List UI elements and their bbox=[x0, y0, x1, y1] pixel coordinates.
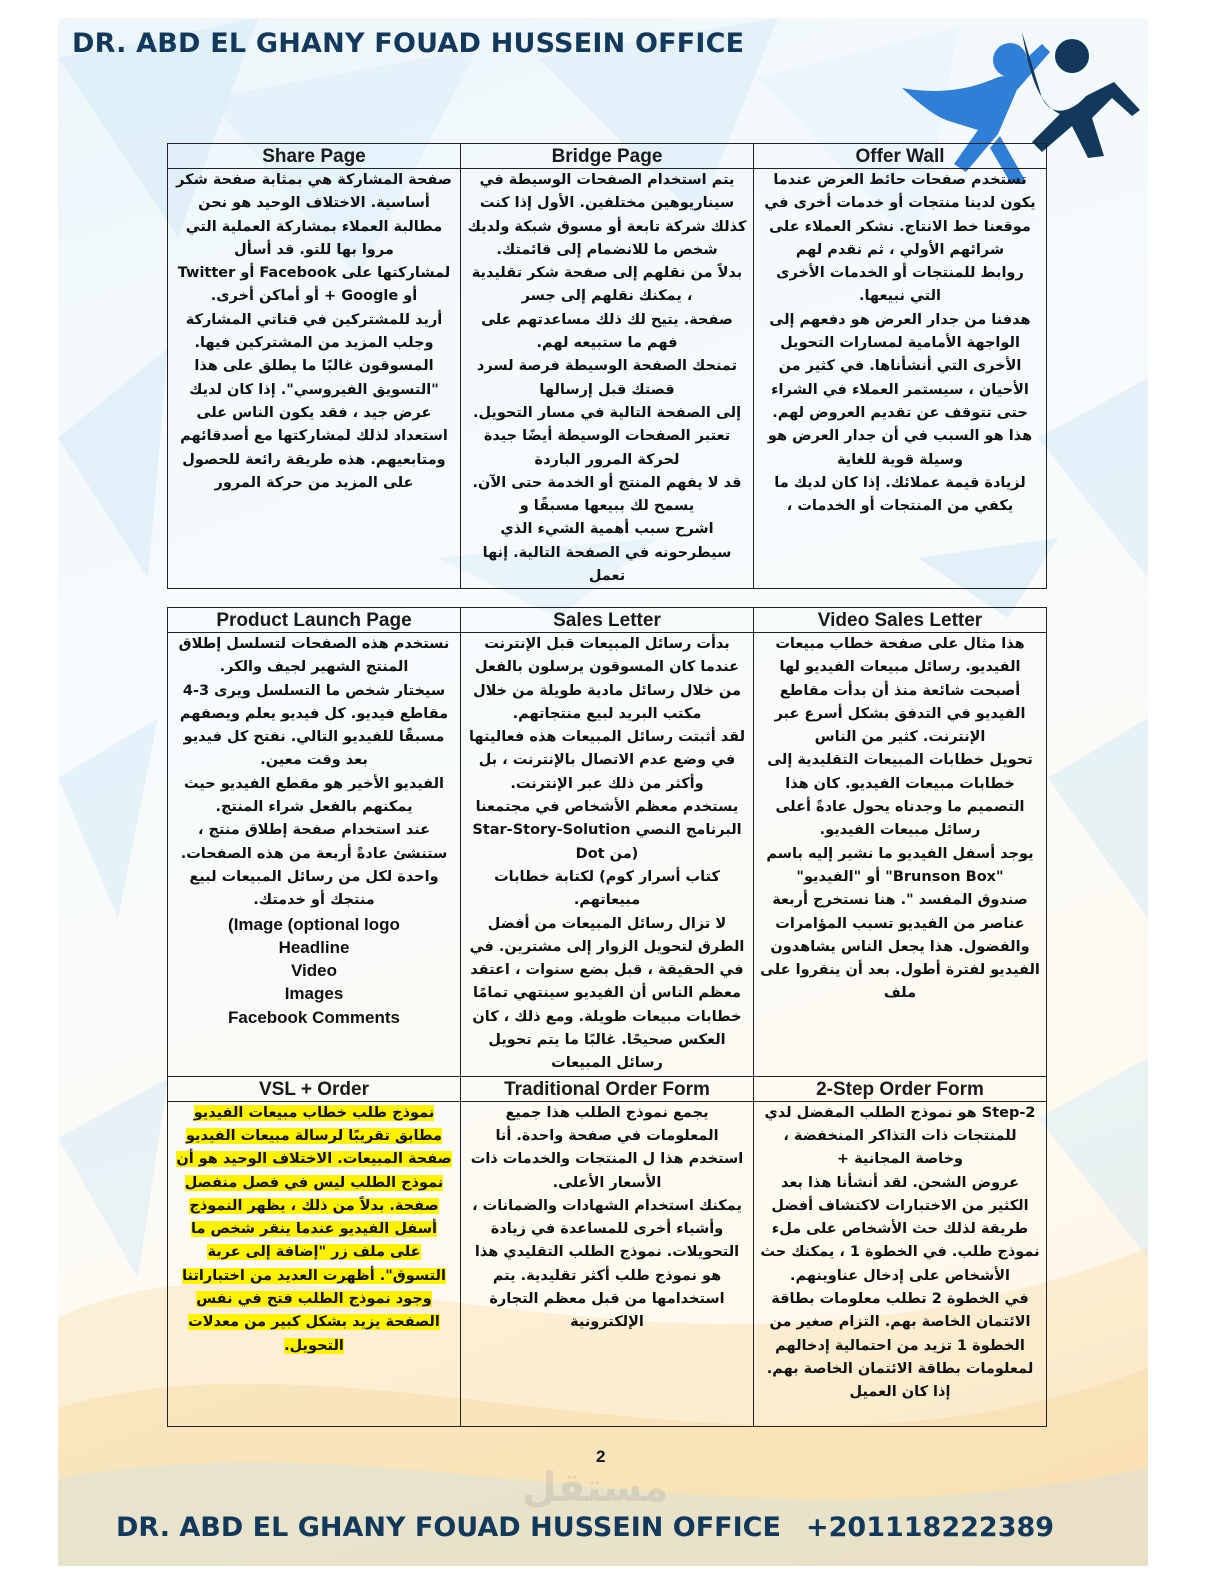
product-launch-cell bbox=[168, 633, 461, 1077]
bridge-page-text: إلى الصفحة التالية في مسار التحويل. bbox=[472, 404, 742, 421]
footer-title: DR. ABD EL GHANY FOUAD HUSSEIN OFFICE bbox=[116, 1512, 781, 1543]
header-offer-wall: Offer Wall bbox=[754, 144, 1047, 169]
2-step-order-form-text: Step-2 هو نموذج الطلب المفضل لدي للمنتجات ذات التذاكر المنخفضة ، وخاصة المجانية + bbox=[764, 1104, 1036, 1168]
product-launch-text: واحدة لكل من رسائل المبيعات لبيع منتجك أو خدمتك. bbox=[189, 868, 439, 909]
offer-wall-text: هدفنا من جدار العرض هو دفعهم إلى الواجهة الأمامية لمسارات التحويل الأخرى التي أنشأناها. في كثير من الأحيان ، سيستمر العملاء في الشراء حتى تتوقف عن تقديم العروض لهم. هذا هو السبب في أن جدار العرض هو وسيلة قوية للغاية bbox=[767, 311, 1033, 468]
bridge-page-text: قد لا يفهم المنتج أو الخدمة حتى الآن. bbox=[472, 474, 742, 491]
bridge-page-cell bbox=[461, 169, 754, 589]
video-sales-letter-text: يوجد أسفل الفيديو ما نشير إليه باسم "Brunson Box" أو "الفيديو" bbox=[766, 845, 1034, 885]
header-2-step-order-form: 2-Step Order Form bbox=[754, 1076, 1047, 1101]
bridge-page-text: صفحة. يتيح لك ذلك مساعدتهم على فهم ما ستبيعه لهم. bbox=[481, 311, 733, 352]
launch-element-item: Video bbox=[291, 961, 337, 981]
sales-letter-text: لقد أثبتت رسائل المبيعات هذه فعاليتها في وضع عدم الاتصال بالإنترنت ، بل وأكثر من ذلك عبر الإنترنت. bbox=[468, 729, 746, 792]
highlighted-text: نموذج طلب خطاب مبيعات الفيديو مطابق تقريبًا لرسالة مبيعات الفيديو bbox=[185, 1104, 443, 1144]
offer-wall-text: لزيادة قيمة عملائك. إذا كان لديك ما يكفي من المنتجات أو الخدمات ، bbox=[774, 474, 1026, 515]
sales-letter-text: من خلال رسائل مادية طويلة من خلال مكتب البريد لبيع منتجاتهم. bbox=[473, 682, 741, 722]
bridge-page-text: يسمح لك ببيعها مسبقًا و bbox=[519, 498, 695, 515]
traditional-order-form-text: يجمع نموذج الطلب هذا جميع المعلومات في صفحة واحدة. أنا استخدم هذا ل المنتجات والخدمات ذات الأسعار الأعلى. bbox=[470, 1104, 744, 1191]
product-launch-text: الفيديو الأخير هو مقطع الفيديو حيث يمكنهم بالفعل شراء المنتج. bbox=[183, 775, 445, 816]
bridge-page-text: تمنحك الصفحة الوسيطة فرصة لسرد قصتك قبل إرسالها bbox=[476, 358, 738, 398]
vsl-order-text bbox=[174, 1102, 454, 1149]
bridge-page-text: اشرح سبب أهمية الشيء الذي سيطرحونه في الصفحة التالية. إنها تعمل bbox=[482, 521, 732, 585]
sales-letter-text: في الحقيقة ، قبل بضع سنوات ، اعتقد معظم الناس أن الفيديو سينتهي تمامًا خطابات مبيعات طويلة. ومع ذلك ، كان العكس صحيحًا. غالبًا ما يتم تحويل رسائل المبيعات bbox=[470, 962, 744, 1072]
header-sales-letter: Sales Letter bbox=[461, 608, 754, 633]
video-sales-letter-text: صندوق المفسد ". هنا نستخرج أربعة عناصر من الفيديو تسبب المؤامرات والفضول. هذا يجعل الناس يشاهدون الفيديو لفترة أطول. بعد أن ينقروا على ملف bbox=[760, 892, 1040, 1002]
share-page-text: أو Google + أو أماكن أخرى. bbox=[210, 288, 418, 305]
sales-letter-text: يستخدم معظم الأشخاص في مجتمعنا البرنامج النصي Star-Story-Solution (من Dot bbox=[472, 799, 742, 862]
header-share-page: Share Page bbox=[168, 144, 461, 169]
2-step-order-form-text: في الخطوة 2 تطلب معلومات بطاقة الائتمان الخاصة بهم. التزام صغير من الخطوة 1 تزيد من احتمالية إدخالهم لمعلومات بطاقة الائتمان الخاصة بهم. إذا كان العميل bbox=[766, 1291, 1034, 1401]
funnel-pages-table-1 bbox=[167, 143, 1047, 589]
launch-element-item: Images bbox=[284, 984, 344, 1004]
share-page-text: أريد للمشتركين في قناتي المشاركة وجلب المزيد من المشتركين فيها. المسوقون غالبًا ما يطلق على هذا "التسويق الفيروسي". إذا كان لديك عرض جيد ، فقد يكون الناس على استعداد لذلك لمشاركتها مع أصدقائهم ومتابعيهم. هذه طريقة رائعة للحصول على المزيد من حركة المرور bbox=[180, 311, 448, 491]
header-video-sales-letter: Video Sales Letter bbox=[754, 608, 1047, 633]
video-sales-letter-text: تحويل خطابات المبيعات التقليدية إلى خطابات مبيعات الفيديو. كان هذا التصميم ما وجدناه يحول عادةً أعلى رسائل مبيعات الفيديو. bbox=[767, 752, 1033, 839]
sales-letter-text: كتاب أسرار كوم) لكتابة خطابات مبيعاتهم. bbox=[494, 868, 720, 909]
offer-wall-text: تستخدم صفحات حائط العرض عندما يكون لدينا منتجات أو خدمات أخرى في موقعنا خط الانتاج. نشكر العملاء على شرائهم الأولي ، ثم نقدم لهم bbox=[764, 172, 1036, 258]
header-product-launch-page: Product Launch Page bbox=[168, 608, 461, 633]
vsl-order-cell bbox=[168, 1101, 461, 1426]
launch-element-item: Facebook Comments bbox=[228, 1007, 400, 1027]
2-step-order-form-text: عروض الشحن. لقد أنشأنا هذا بعد الكثير من الاختبارات لاكتشاف أفضل طريقة لذلك حث الأشخاص على ملء نموذج طلب. في الخطوة 1 ، يمكنك حث الأشخاص على إدخال عناوينهم. bbox=[760, 1174, 1040, 1284]
launch-element-item: Headline bbox=[278, 937, 350, 957]
video-sales-letter-cell bbox=[754, 633, 1047, 1077]
bridge-page-text: يتم استخدام الصفحات الوسيطة في سيناريوهين مختلفين. الأول إذا كنت كذلك شركة تابعة أو مسوق شبكة ولديك شخص ما للانضمام إلى قائمتك. bbox=[467, 172, 747, 258]
share-page-text: لمشاركتها على Facebook أو Twitter bbox=[177, 265, 451, 282]
traditional-order-form-text: يمكنك استخدام الشهادات والضمانات ، وأشياء أخرى للمساعدة في زيادة التحويلات. نموذج الطلب التقليدي هذا هو نموذج طلب أكثر تقليدية. يتم استخدامها من قبل معظم التجارة الإلكترونية bbox=[472, 1197, 742, 1331]
bridge-page-text: تعتبر الصفحات الوسيطة أيضًا جيدة لحركة المرور الباردة bbox=[483, 428, 731, 468]
launch-element-item: (Image (optional logo bbox=[228, 914, 400, 934]
watermark: مستقل bbox=[522, 1465, 669, 1511]
video-sales-letter-text: هذا مثال على صفحة خطاب مبيعات الفيديو. رسائل مبيعات الفيديو لها أصبحت شائعة منذ أن بدأت مقاطع الفيديو في التدفق بشكل أسرع عبر الإنترنت. كثير من الناس bbox=[774, 636, 1026, 746]
page-number: 2 bbox=[596, 1447, 606, 1466]
bridge-page-text: بدلاً من نقلهم إلى صفحة شكر تقليدية ، يمكنك نقلهم إلى جسر bbox=[471, 265, 743, 305]
highlighted-text: صفحة المبيعات. الاختلاف الوحيد هو أن نموذج الطلب ليس في فصل منفصل صفحة. بدلاً من ذلك ، يظهر النموذج أسفل الفيديو عندما ينقر شخص ما على ملف زر "إضافة إلى عربة التسوق". أظهرت العديد من اختباراتنا وجود نموذج الطلب فتح في نفس الصفحة يزيد بشكل كبير من معدلات التحويل. bbox=[176, 1151, 452, 1354]
sales-letter-text: بدأت رسائل المبيعات قبل الإنترنت عندما كان المسوقون يرسلون بالفعل bbox=[474, 636, 740, 676]
product-launch-text: سيختار شخص ما التسلسل ويرى 3-4 مقاطع فيديو. كل فيديو يعلم ويصفهم مسبقًا للفيديو التالي. نفتح كل فيديو بعد وقت معين. bbox=[179, 682, 449, 769]
funnel-pages-table-2 bbox=[167, 607, 1047, 1427]
offer-wall-cell bbox=[754, 169, 1047, 589]
share-page-text: صفحة المشاركة هي بمثابة صفحة شكر أساسية. الاختلاف الوحيد هو نحن مطالبة العملاء بمشاركة العملية التي مروا بها للتو. قد أسأل bbox=[176, 172, 452, 258]
sales-letter-cell bbox=[461, 633, 754, 1077]
sales-letter-text: لا تزال رسائل المبيعات من أفضل الطرق لتحويل الزوار إلى مشترين. في bbox=[469, 915, 745, 955]
product-launch-text: نستخدم هذه الصفحات لتسلسل إطلاق المنتج الشهير لجيف والكر. bbox=[178, 636, 450, 676]
2-step-order-form-cell bbox=[754, 1101, 1047, 1426]
header-vsl-order: VSL + Order bbox=[168, 1076, 461, 1101]
product-launch-text: عند استخدام صفحة إطلاق منتج ، ستنشئ عادةً أربعة من هذه الصفحات. bbox=[180, 822, 448, 862]
traditional-order-form-cell bbox=[461, 1101, 754, 1426]
header-bridge-page: Bridge Page bbox=[461, 144, 754, 169]
vsl-order-text bbox=[174, 1148, 454, 1358]
header-title: DR. ABD EL GHANY FOUAD HUSSEIN OFFICE bbox=[72, 28, 745, 59]
offer-wall-text: روابط للمنتجات أو الخدمات الأخرى التي نبيعها. bbox=[776, 265, 1024, 305]
footer-phone: +201118222389 bbox=[806, 1512, 1055, 1543]
header-traditional-order-form: Traditional Order Form bbox=[461, 1076, 754, 1101]
share-page-cell bbox=[168, 169, 461, 589]
